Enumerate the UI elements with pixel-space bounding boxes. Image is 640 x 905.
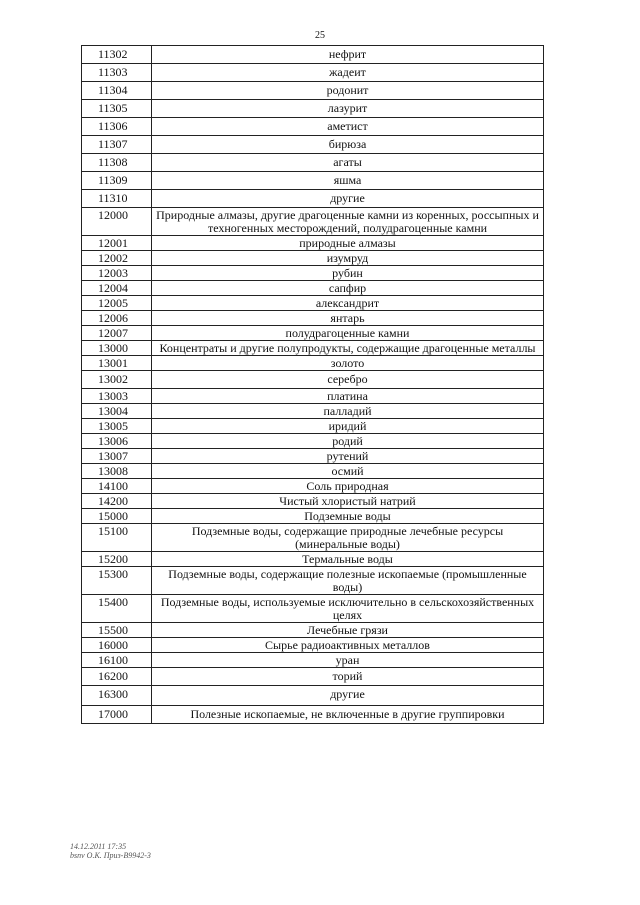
table-body bbox=[82, 46, 544, 724]
row-name: александрит bbox=[152, 296, 544, 311]
table-row bbox=[82, 494, 544, 509]
row-name: палладий bbox=[152, 404, 544, 419]
row-code: 12003 bbox=[82, 266, 152, 281]
table-row bbox=[82, 296, 544, 311]
table-row bbox=[82, 46, 544, 64]
row-name: Подземные воды, содержащие природные лечебные ресурсы (минеральные воды) bbox=[152, 524, 544, 552]
table-row bbox=[82, 552, 544, 567]
row-code: 11306 bbox=[82, 118, 152, 136]
row-name: иридий bbox=[152, 419, 544, 434]
row-name: Природные алмазы, другие драгоценные камни из коренных, россыпных и техногенных месторождений, полудрагоценные камни bbox=[152, 208, 544, 236]
table-row bbox=[82, 281, 544, 296]
row-name: Соль природная bbox=[152, 479, 544, 494]
table-row bbox=[82, 208, 544, 236]
table-row bbox=[82, 434, 544, 449]
table-row bbox=[82, 638, 544, 653]
row-code: 11305 bbox=[82, 100, 152, 118]
row-code: 15500 bbox=[82, 623, 152, 638]
row-name: полудрагоценные камни bbox=[152, 326, 544, 341]
table-row bbox=[82, 82, 544, 100]
row-name: бирюза bbox=[152, 136, 544, 154]
table-row bbox=[82, 668, 544, 686]
table-row bbox=[82, 464, 544, 479]
row-code: 12000 bbox=[82, 208, 152, 236]
row-name: природные алмазы bbox=[152, 236, 544, 251]
row-code: 16100 bbox=[82, 653, 152, 668]
row-code: 13001 bbox=[82, 356, 152, 371]
row-code: 12004 bbox=[82, 281, 152, 296]
row-name: Лечебные грязи bbox=[152, 623, 544, 638]
row-code: 13002 bbox=[82, 371, 152, 389]
table-row bbox=[82, 653, 544, 668]
row-name: янтарь bbox=[152, 311, 544, 326]
row-code: 11310 bbox=[82, 190, 152, 208]
table-row bbox=[82, 706, 544, 724]
row-name: другие bbox=[152, 686, 544, 706]
row-code: 13003 bbox=[82, 389, 152, 404]
table-row bbox=[82, 341, 544, 356]
table-row bbox=[82, 449, 544, 464]
row-code: 11304 bbox=[82, 82, 152, 100]
minerals-table-wrapper bbox=[81, 45, 543, 724]
table-row bbox=[82, 389, 544, 404]
row-code: 12001 bbox=[82, 236, 152, 251]
row-name: родонит bbox=[152, 82, 544, 100]
row-name: нефрит bbox=[152, 46, 544, 64]
row-name: агаты bbox=[152, 154, 544, 172]
table-row bbox=[82, 326, 544, 341]
table-row bbox=[82, 236, 544, 251]
table-row bbox=[82, 100, 544, 118]
row-name: рутений bbox=[152, 449, 544, 464]
table-row bbox=[82, 251, 544, 266]
row-name: Подземные воды bbox=[152, 509, 544, 524]
table-row bbox=[82, 595, 544, 623]
table-row bbox=[82, 479, 544, 494]
table-row bbox=[82, 118, 544, 136]
row-name: сапфир bbox=[152, 281, 544, 296]
row-code: 13000 bbox=[82, 341, 152, 356]
row-code: 13006 bbox=[82, 434, 152, 449]
table-row bbox=[82, 509, 544, 524]
row-name: другие bbox=[152, 190, 544, 208]
table-row bbox=[82, 266, 544, 281]
row-code: 16200 bbox=[82, 668, 152, 686]
row-code: 11308 bbox=[82, 154, 152, 172]
row-name: Подземные воды, содержащие полезные ископаемые (промышленные воды) bbox=[152, 567, 544, 595]
table-row bbox=[82, 623, 544, 638]
row-code: 12002 bbox=[82, 251, 152, 266]
row-code: 14100 bbox=[82, 479, 152, 494]
table-row bbox=[82, 172, 544, 190]
row-name: Концентраты и другие полупродукты, содержащие драгоценные металлы bbox=[152, 341, 544, 356]
footer-line-file: bsnv О.К. Приз-В9942-3 bbox=[70, 851, 151, 860]
footer-line-date: 14.12.2011 17:35 bbox=[70, 842, 127, 851]
table-row bbox=[82, 311, 544, 326]
row-code: 13007 bbox=[82, 449, 152, 464]
row-name: Сырье радиоактивных металлов bbox=[152, 638, 544, 653]
row-name: осмий bbox=[152, 464, 544, 479]
row-code: 13005 bbox=[82, 419, 152, 434]
table-row bbox=[82, 64, 544, 82]
minerals-table bbox=[81, 45, 544, 724]
table-row bbox=[82, 567, 544, 595]
row-name: рубин bbox=[152, 266, 544, 281]
row-name: аметист bbox=[152, 118, 544, 136]
row-code: 14200 bbox=[82, 494, 152, 509]
row-name: Полезные ископаемые, не включенные в другие группировки bbox=[152, 706, 544, 724]
row-code: 13008 bbox=[82, 464, 152, 479]
row-code: 11309 bbox=[82, 172, 152, 190]
row-name: родий bbox=[152, 434, 544, 449]
row-code: 15400 bbox=[82, 595, 152, 623]
page-number: 25 bbox=[315, 30, 325, 41]
row-code: 15200 bbox=[82, 552, 152, 567]
row-code: 15300 bbox=[82, 567, 152, 595]
row-code: 13004 bbox=[82, 404, 152, 419]
row-name: торий bbox=[152, 668, 544, 686]
table-row bbox=[82, 404, 544, 419]
row-code: 11303 bbox=[82, 64, 152, 82]
row-code: 17000 bbox=[82, 706, 152, 724]
row-code: 11302 bbox=[82, 46, 152, 64]
row-name: уран bbox=[152, 653, 544, 668]
row-code: 16300 bbox=[82, 686, 152, 706]
row-name: Подземные воды, используемые исключительно в сельскохозяйственных целях bbox=[152, 595, 544, 623]
table-row bbox=[82, 419, 544, 434]
table-row bbox=[82, 190, 544, 208]
row-name: яшма bbox=[152, 172, 544, 190]
row-name: лазурит bbox=[152, 100, 544, 118]
row-name: Чистый хлористый натрий bbox=[152, 494, 544, 509]
row-code: 15100 bbox=[82, 524, 152, 552]
row-code: 12005 bbox=[82, 296, 152, 311]
table-row bbox=[82, 524, 544, 552]
table-row bbox=[82, 686, 544, 706]
table-row bbox=[82, 371, 544, 389]
table-row bbox=[82, 136, 544, 154]
row-name: изумруд bbox=[152, 251, 544, 266]
row-name: серебро bbox=[152, 371, 544, 389]
table-row bbox=[82, 154, 544, 172]
row-code: 12007 bbox=[82, 326, 152, 341]
footer-stamp bbox=[70, 842, 151, 860]
row-name: Термальные воды bbox=[152, 552, 544, 567]
row-code: 11307 bbox=[82, 136, 152, 154]
row-code: 16000 bbox=[82, 638, 152, 653]
row-name: платина bbox=[152, 389, 544, 404]
row-name: золото bbox=[152, 356, 544, 371]
row-code: 12006 bbox=[82, 311, 152, 326]
row-name: жадеит bbox=[152, 64, 544, 82]
row-code: 15000 bbox=[82, 509, 152, 524]
table-row bbox=[82, 356, 544, 371]
